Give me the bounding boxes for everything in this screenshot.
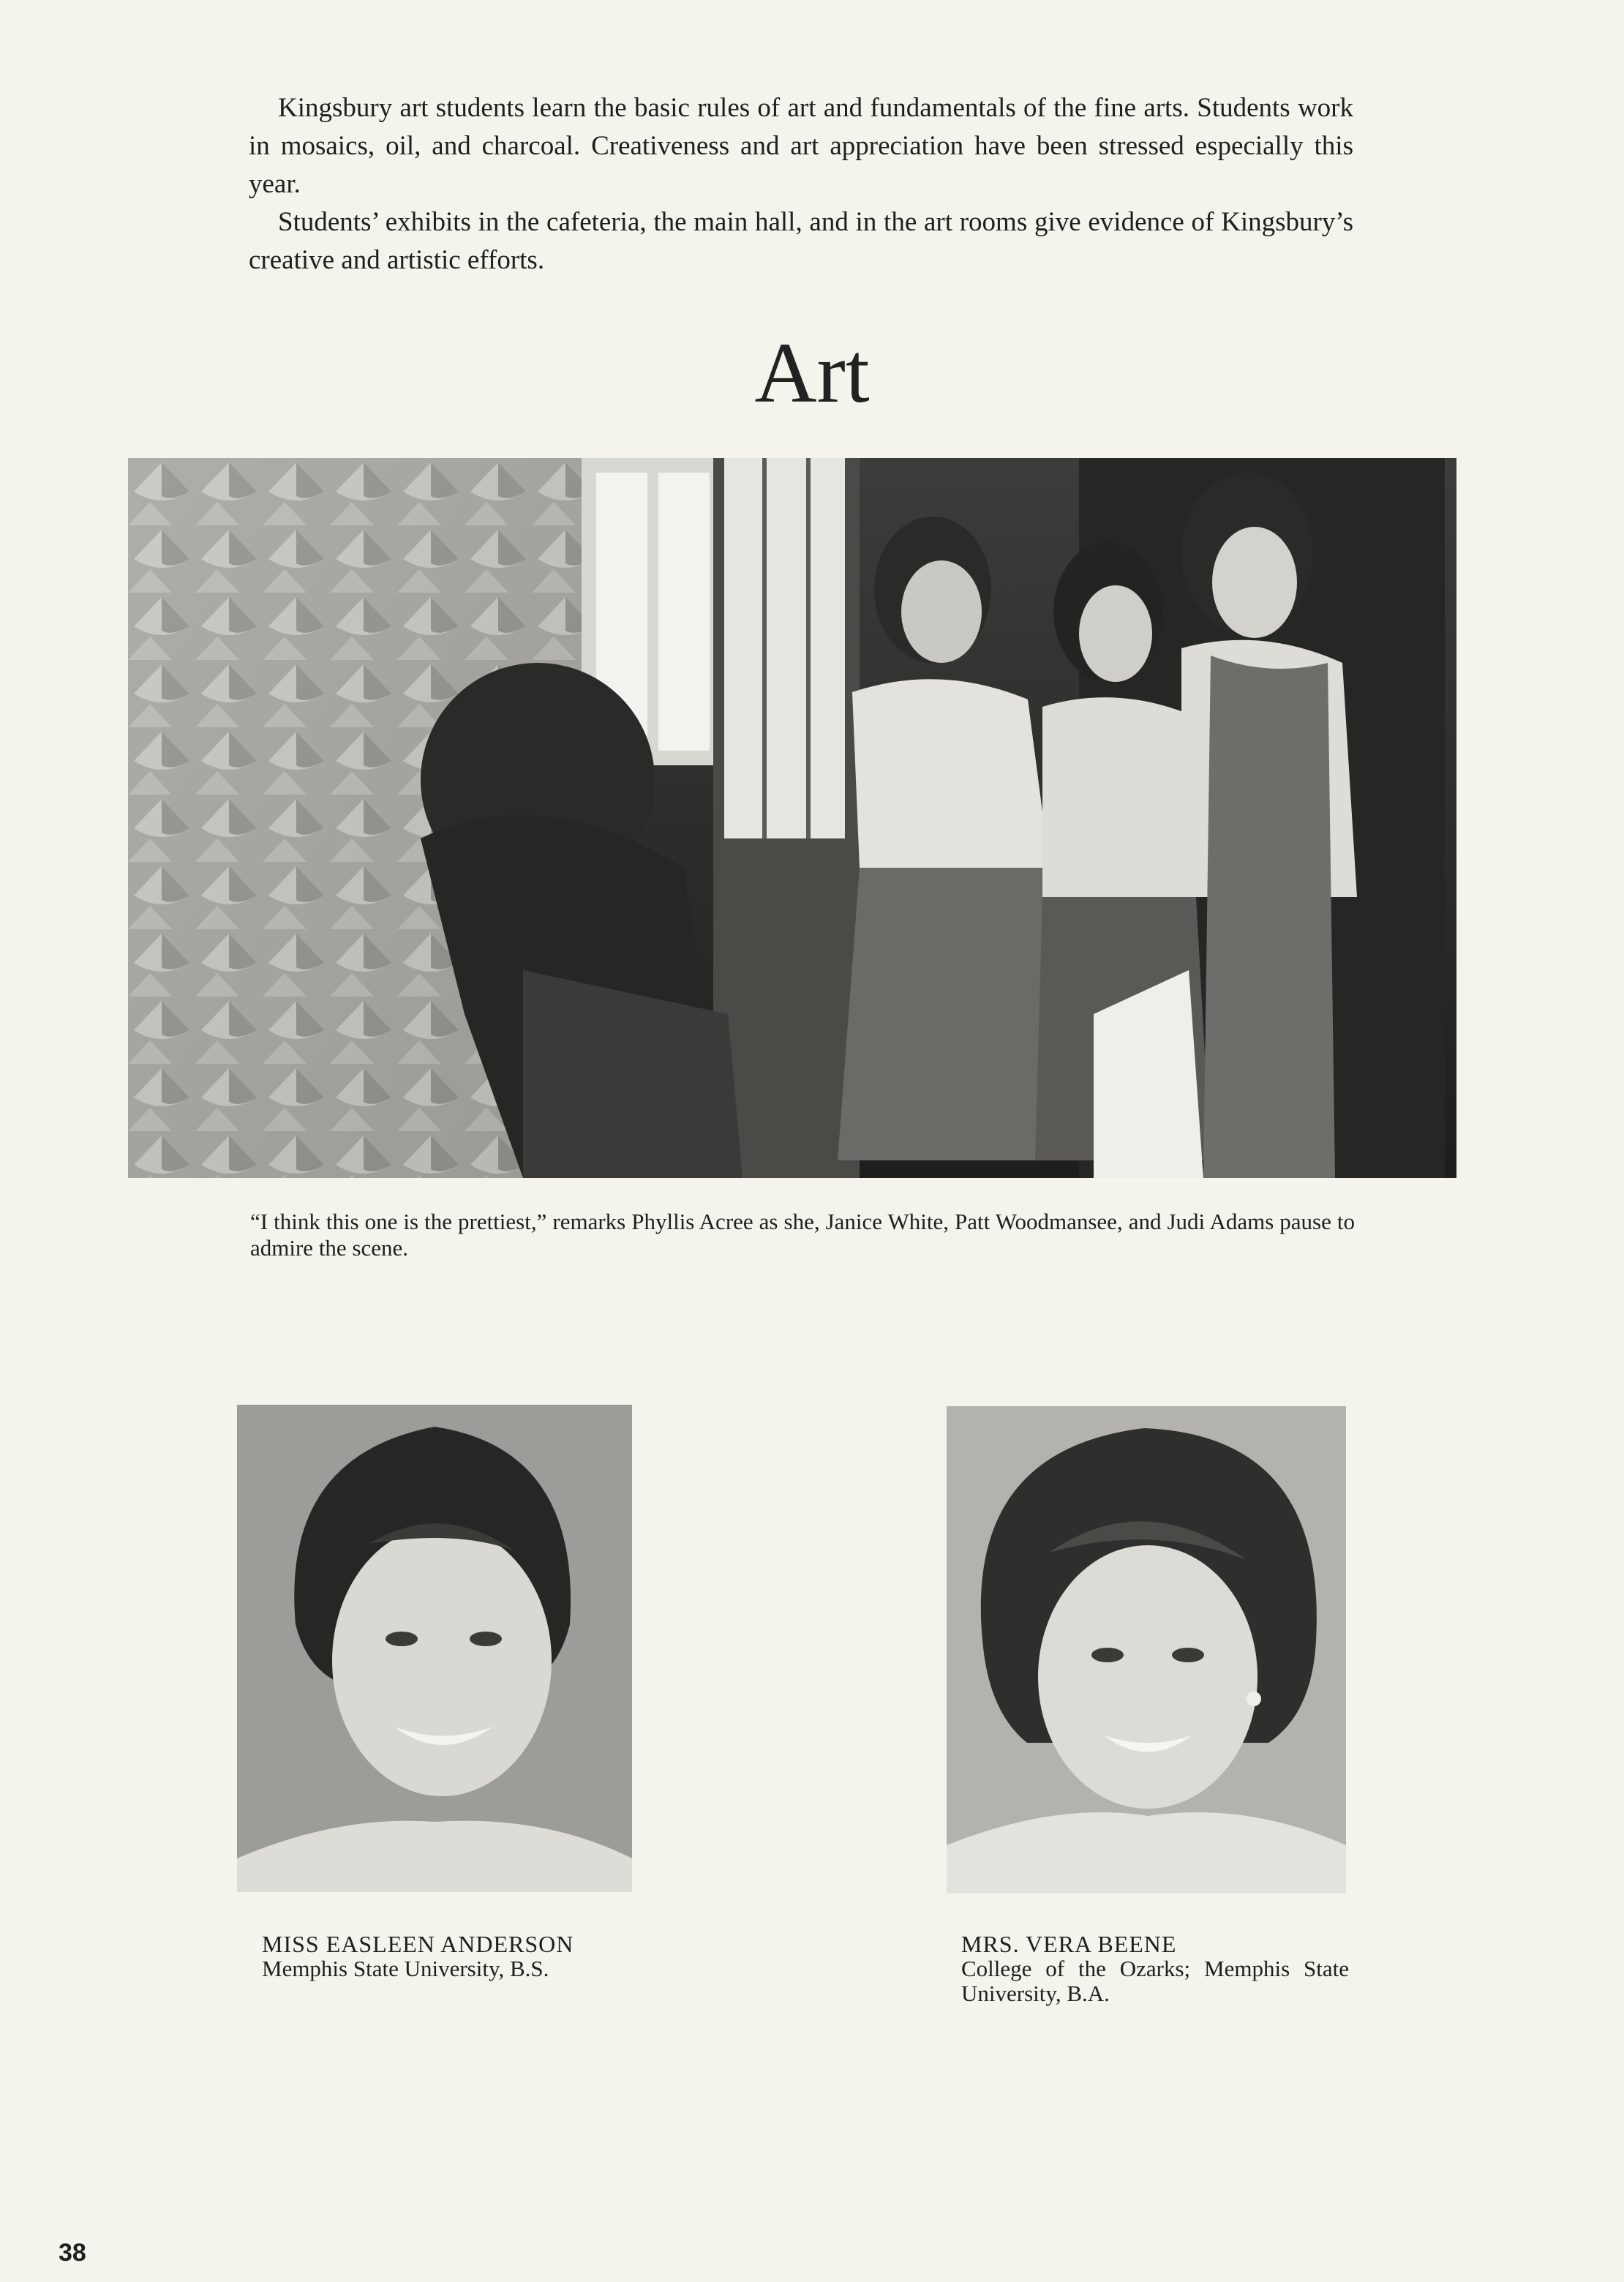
page-number: 38 [59, 2239, 86, 2267]
portrait-vera-beene [947, 1406, 1346, 1893]
photo-caption: “I think this one is the prettiest,” remarks Phyllis Acree as she, Janice White, Patt Woodmansee, and Judi Adams pause to admire the scene. [250, 1209, 1355, 1261]
page-title: Art [754, 325, 870, 421]
teacher-info-anderson [262, 1932, 642, 1981]
teacher-education: Memphis State University, B.S. [262, 1956, 549, 1981]
teacher-name: MISS EASLEEN ANDERSON [262, 1931, 574, 1957]
teacher-education: College of the Ozarks; Memphis State University, B.A. [961, 1956, 1349, 2006]
intro-paragraph-1: Kingsbury art students learn the basic rules of art and fundamentals of the fine arts. Students work in mosaics, oil, and charcoal. Creativeness and art appreciation have been stressed especially this year. [249, 93, 1353, 199]
teacher-info-beene [961, 1932, 1349, 2006]
portrait-easleen-anderson [237, 1405, 632, 1892]
intro-text [249, 89, 1353, 279]
teacher-name: MRS. VERA BEENE [961, 1931, 1177, 1957]
intro-paragraph-2: Students’ exhibits in the cafeteria, the main hall, and in the art rooms give evidence of Kingsbury’s creative and artistic efforts. [249, 207, 1353, 275]
art-exhibit-photo [128, 458, 1456, 1178]
